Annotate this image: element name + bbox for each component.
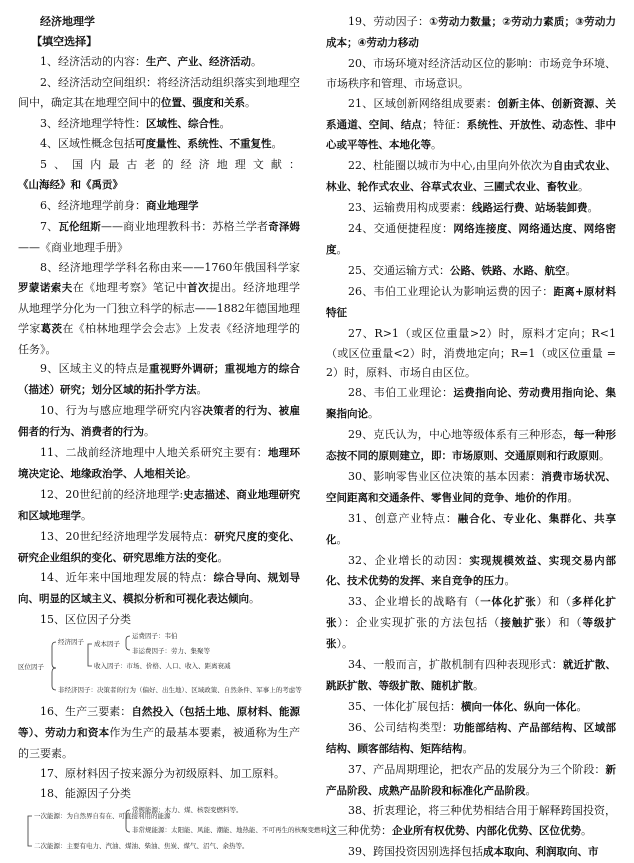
list-item: 29、克氏认为，中心地等级体系有三种形态，每一种形态按不同的原则建立，即：市场原则、交通原则和行政原则。 — [326, 428, 617, 463]
list-item: 38、折衷理论，将三种优势相结合用于解释跨国投资，这三种优势：企业所有权优势、内部化优势、区位优势。 — [326, 804, 616, 838]
location-factor-diagram — [18, 632, 302, 698]
list-item: 1、经济活动的内容：生产、产业、经济活动。 — [40, 54, 262, 68]
list-item: 13、20世纪经济地理学发展特点：研究尺度的变化、研究企业组织的变化、研究思维方法的变化。 — [18, 529, 300, 564]
diagram-node: 非常规能源：太阳能、风能、潮能、地热能、不可再生的核聚变燃料。 — [132, 825, 334, 834]
list-item: 26、韦伯工业理论认为影响运费的因子：距离+原材料特征 — [326, 284, 616, 319]
list-item: 4、区域性概念包括可度量性、系统性、不重复性。 — [40, 137, 283, 151]
list-item: 37、产品周期理论，把农产品的发展分为三个阶段：新产品阶段、成熟产品阶段和标准化产品阶段。 — [326, 762, 616, 797]
energy-factor-diagram — [18, 805, 334, 856]
list-item: 5、国内最古老的经济地理文献：《山海经》和《禹贡》 — [18, 158, 300, 192]
list-item: 6、经济地理学前身：商业地理学 — [40, 199, 199, 213]
diagram-node: 二次能源：主要有电力、汽油、煤油、柴油、焦炭、煤气、沼气、余热等。 — [34, 841, 249, 850]
list-item: 35、一体化扩展包括：横向一体化、纵向一体化。 — [348, 699, 588, 713]
list-item: 8、经济地理学学科名称由来——1760年俄国科学家罗蒙诺索夫在《地理考察》笔记中首次提出。经济地理学从地理学分化为一门独立科学的标志——1882年德国地理学家葛茨在《柏林地理学会会志》上发表《经济地理学的任务》。 — [18, 260, 301, 356]
list-item: 31、创意产业特点：融合化、专业化、集群化、共享化。 — [326, 511, 617, 546]
section-heading: 【填空选择】 — [31, 34, 98, 48]
list-item: 27、R>1（或区位重量>2）时，原料才定向；R<1（或区位重量<2）时，消费地定向；R=1（或区位重量 = 2）时，原料、市场自由区位。 — [326, 326, 616, 380]
list-item: 28、韦伯工业理论：运费指向论、劳动费用指向论、集聚指向论。 — [326, 386, 617, 421]
document-title: 经济地理学 — [40, 15, 95, 28]
list-item: 12、20世纪前的经济地理学:史志描述、商业地理研究和区域地理学。 — [18, 487, 301, 522]
list-item: 34、一般而言，扩散机制有四种表现形式：就近扩散、跳跃扩散、等级扩散、随机扩散。 — [326, 658, 616, 692]
list-item: 23、运输费用构成要素：线路运行费、站场装卸费。 — [348, 201, 599, 215]
list-item: 18、能源因子分类 — [40, 786, 131, 800]
list-item: 9、区域主义的特点是重视野外调研；重视地方的综合（描述）研究；划分区域的拓扑学方法。 — [18, 362, 301, 397]
list-item: 16、生产三要素：自然投入（包括土地、原材料、能源等）、劳动力和资本作为生产的最基本要素，被通称为生产的三要素。 — [18, 705, 301, 760]
list-item: 33、企业增长的战略有（一体化扩张）和（多样化扩张）：企业实现扩张的方法包括（接触扩张）和（等级扩张）。 — [326, 595, 617, 651]
list-item: 30、影响零售业区位决策的基本因素：消费市场状况、空间距离和交通条件、零售业间的竞争、地价的作用。 — [326, 469, 617, 504]
diagram-node: 非经济因子：决策者的行为（偏好、出生地）、区域政策、自然条件、军事上的考虑等 — [58, 686, 302, 695]
list-item: 22、杜能圈以城市为中心,由里向外依次为自由式农业、林业、轮作式农业、谷草式农业、三圃式农业、畜牧业。 — [326, 159, 616, 194]
diagram-node: 常规能源：木力、煤、核裂变燃料等。 — [132, 805, 243, 814]
list-item: 39、跨国投资因别选择包括成本取向、利润取向、市 — [348, 845, 599, 859]
right-column — [326, 12, 616, 863]
list-item: 10、行为与感应地理学研究内容决策者的行为、被雇佣者的行为、消费者的行为。 — [18, 404, 300, 439]
list-item: 24、交通便捷程度：网络连接度、网络通达度、网络密度。 — [326, 222, 617, 256]
list-item: 21、区域创新网络组成要素：创新主体、创新资源、关系通道、空间、结点；特征：系统性、开放性、动态性、非中心或平等性、本地化等。 — [326, 96, 617, 152]
list-item: 7、瓦伦纽斯——商业地理教科书：苏格兰学者奇泽姆——《商业地理手册》 — [18, 220, 301, 254]
list-item: 15、区位因子分类 — [40, 613, 131, 627]
list-item: 19、劳动因子：①劳动力数量；②劳动力素质；③劳动力成本；④劳动力移动 — [326, 15, 617, 49]
diagram-node: 一次能源：为自然界自有在、可直接利用的能源 — [34, 811, 171, 820]
list-item: 11、二战前经济地理中人地关系研究主要有：地理环境决定论、地缘政治学、人地相关论。 — [18, 446, 300, 480]
diagram-node: 收入因子：市场、价格、人口、收入、距离衰减 — [94, 662, 231, 671]
diagram-node: 经济因子 — [58, 638, 84, 647]
diagram-node: 非运费因子：劳力、集聚等 — [132, 647, 210, 656]
list-item: 17、原材料因子按来源分为初级原料、加工原料。 — [40, 766, 285, 780]
list-item: 14、近年来中国地理发展的特点：综合导向、规划导向、明显的区域主义、模拟分析和可视化表达倾向。 — [18, 571, 300, 606]
list-item: 2、经济活动空间组织：将经济活动组织落实到地理空间中，确定其在地理空间中的位置、强度和关系。 — [18, 75, 300, 109]
diagram-node: 运费因子：韦伯 — [132, 632, 178, 641]
left-column — [18, 12, 334, 860]
diagram-root: 区位因子 — [18, 663, 44, 672]
list-item: 36、公司结构类型：功能部结构、产品部结构、区域部结构、顾客部结构、矩阵结构。 — [326, 720, 617, 755]
diagram-node: 成本因子 — [94, 640, 120, 649]
list-item: 3、经济地理学特性：区域性、综合性。 — [40, 116, 231, 130]
list-item: 20、市场环境对经济活动区位的影响：市场竞争环境、市场秩序和管理、市场意识。 — [326, 56, 616, 90]
list-item: 32、企业增长的动因：实现规模效益、实现交易内部化、技术优势的发挥、来自竞争的压力。 — [326, 553, 616, 588]
list-item: 25、交通运输方式：公路、铁路、水路、航空。 — [348, 263, 577, 277]
